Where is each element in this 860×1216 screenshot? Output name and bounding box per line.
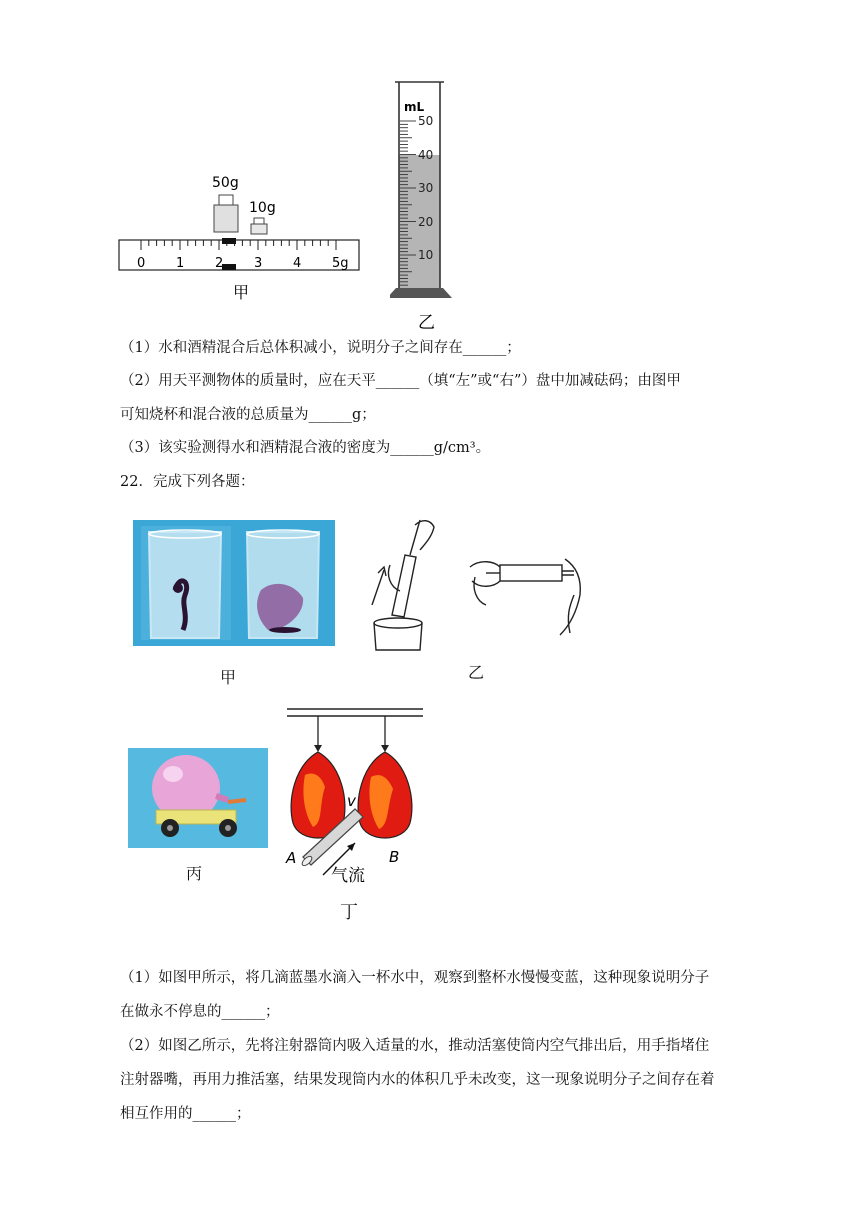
svg-text:40: 40 [418,148,434,162]
q22-line-4: 注射器嘴，再用力推活塞，结果发现筒内水的体积几乎未改变，这一现象说明分子之间存在着 [120,1072,715,1088]
q22-line-3: （2）如图乙所示，先将注射器筒内吸入适量的水，推动活塞使筒内空气排出后，用手指堵住 [120,1038,710,1054]
svg-text:0: 0 [137,256,146,271]
graduated-cylinder-figure [390,78,465,333]
label-a: A [286,849,297,867]
balance-scale-bar [119,240,359,270]
svg-text:4: 4 [293,256,302,271]
svg-text:30: 30 [418,181,434,195]
svg-text:1: 1 [176,256,185,271]
label-v: v [347,792,356,810]
weight-small [254,218,264,224]
svg-text:3: 3 [254,256,263,271]
q22-header: 22．完成下列各题： [120,474,255,490]
balloon-car-photo [128,748,268,848]
cylinder-unit: mL [404,100,425,114]
weight-large [219,195,233,205]
weight-small-label: 10g [249,200,276,216]
q21-line-2: （2）用天平测物体的质量时，应在天平______（填“左”或“右”）盘中加减砝码；由图甲 [120,373,681,389]
label-b: B [389,848,400,866]
svg-text:20: 20 [418,215,434,229]
q21-line-1: （1）水和酒精混合后总体积减小，说明分子之间存在______； [120,340,521,356]
cylinder-caption: 乙 [418,313,435,333]
q21-line-3: 可知烧杯和混合液的总质量为______g； [120,407,376,423]
svg-text:5g: 5g [332,256,349,271]
rider [222,238,236,244]
q22-caption-jia: 甲 [220,668,237,687]
svg-text:10: 10 [418,248,434,262]
svg-text:50: 50 [418,114,434,128]
syringe-drawings [360,515,590,655]
weight-large-label: 50g [212,175,239,191]
balance-figure [115,170,365,305]
q22-line-5: 相互作用的______； [120,1106,251,1122]
balance-caption: 甲 [233,283,250,302]
q22-caption-yi: 乙 [468,663,485,682]
ink-diffusion-photo [133,520,335,646]
cylinder-base [390,288,452,298]
q22-line-1: （1）如图甲所示，将几滴蓝墨水滴入一杯水中，观察到整杯水慢慢变蓝，这种现象说明分子 [120,970,710,986]
q21-line-4: （3）该实验测得水和酒精混合液的密度为______g/cm³。 [120,440,491,456]
hanging-balloons-figure [283,705,428,885]
label-airflow: 气流 [331,866,365,885]
q22-line-2: 在做永不停息的______； [120,1004,280,1020]
q22-caption-bing: 丙 [186,864,203,883]
q22-caption-ding: 丁 [340,902,358,923]
svg-text:2: 2 [215,256,224,271]
